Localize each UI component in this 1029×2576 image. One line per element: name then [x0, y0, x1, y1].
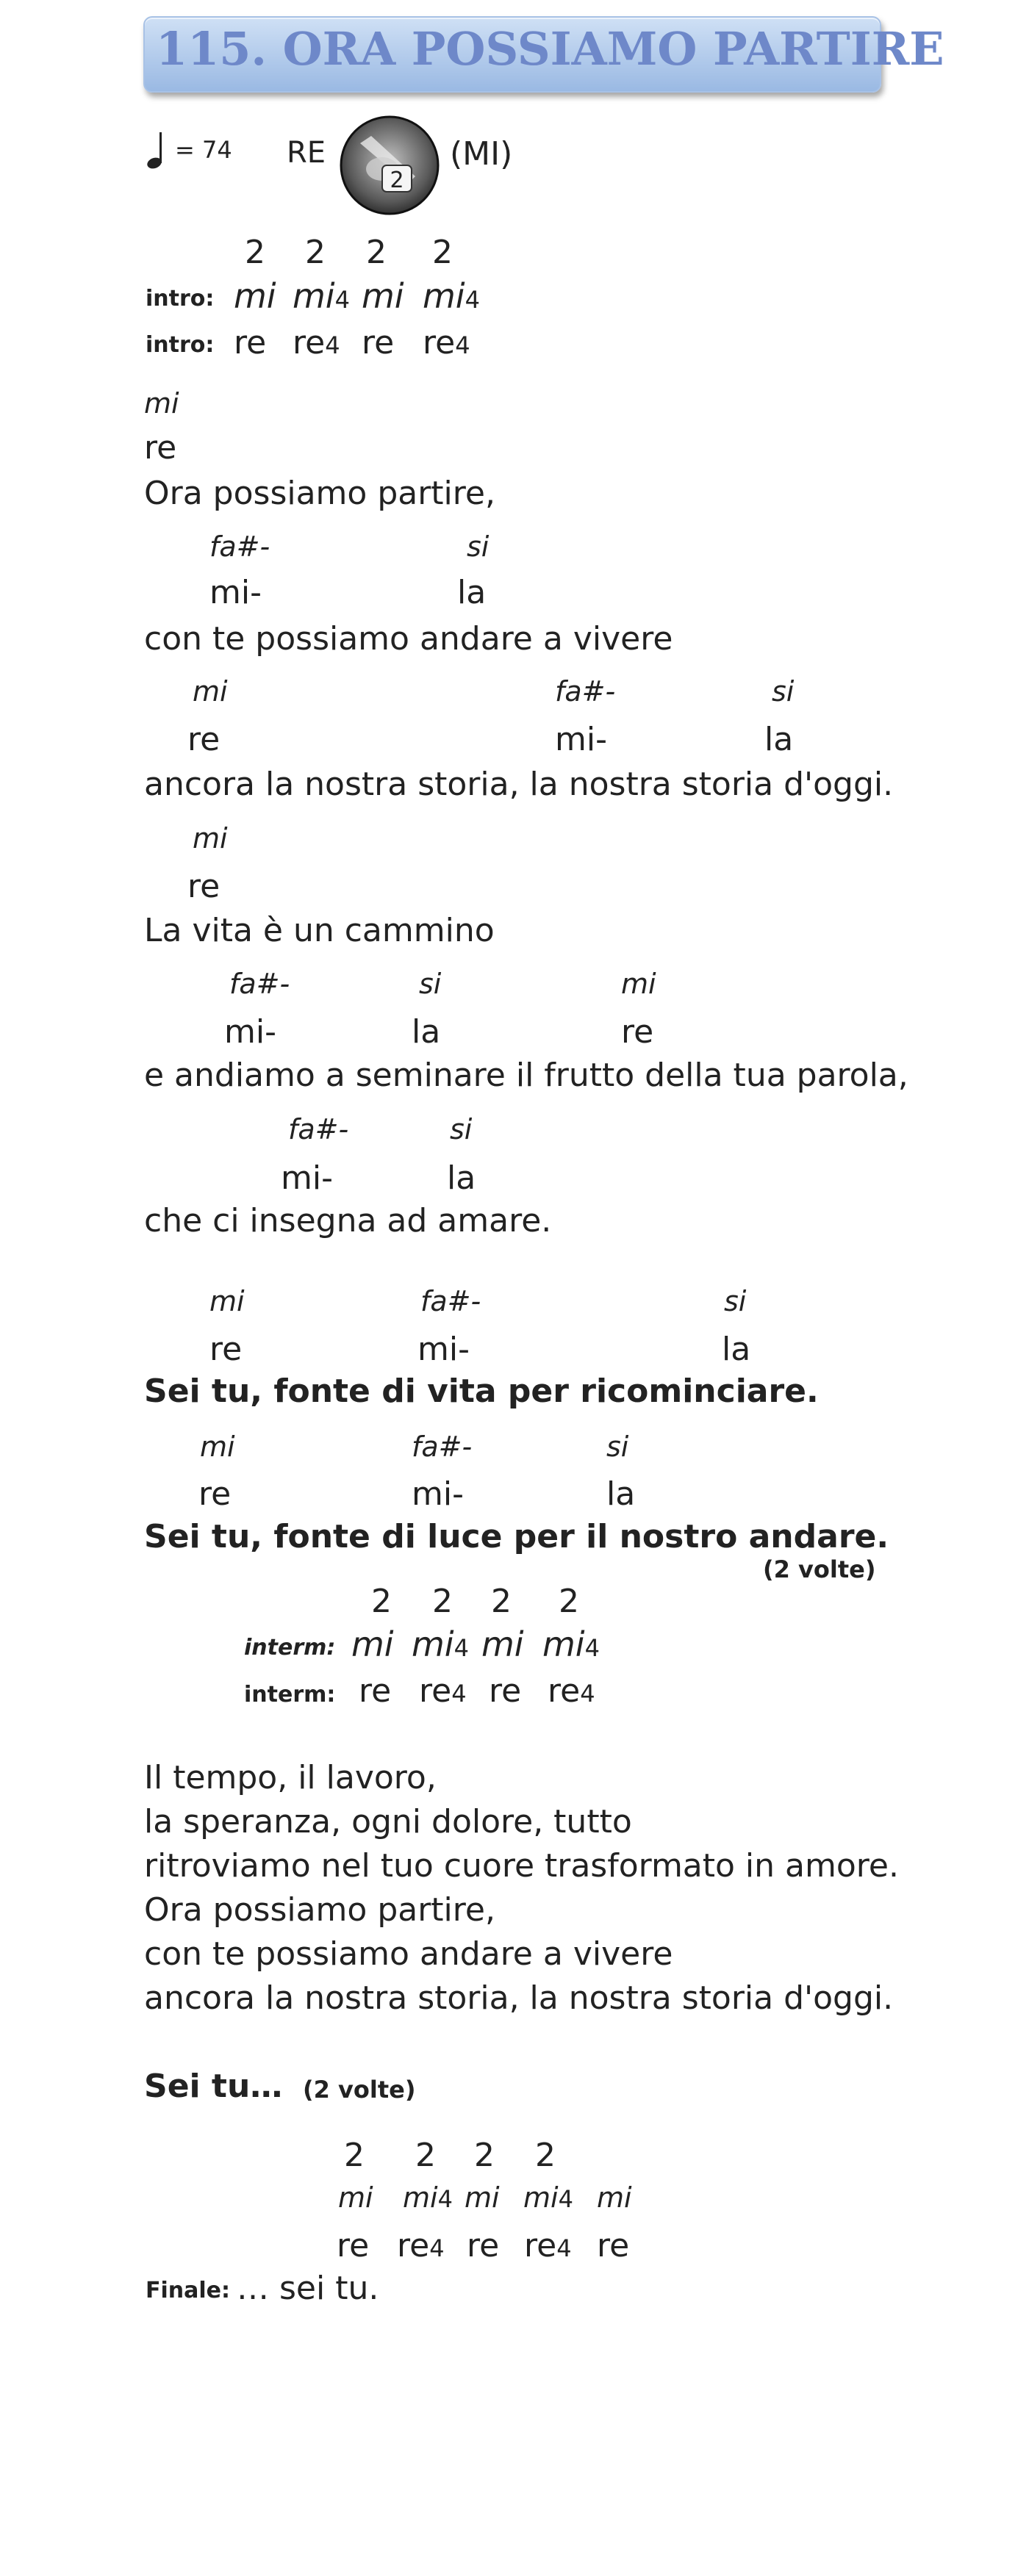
interlude-beat: 2	[491, 1583, 512, 1620]
chord-upper: fa#-	[288, 1113, 349, 1145]
chord-lower: mi-	[412, 1475, 464, 1513]
chord-lower: re	[187, 868, 220, 905]
chord-lower: re	[621, 1013, 654, 1051]
key-label: RE	[287, 136, 326, 170]
lyric-line: Il tempo, il lavoro,	[144, 1759, 437, 1796]
ending-chord: mi4	[403, 2181, 453, 2214]
chorus-line: Sei tu, fonte di luce per il nostro andare.	[144, 1518, 889, 1555]
song-title: 115. ORA POSSIAMO PARTIRE	[156, 22, 944, 76]
lyric-line: con te possiamo andare a vivere	[144, 620, 673, 658]
lyric-line: La vita è un cammino	[144, 912, 495, 949]
lyric-line: con te possiamo andare a vivere	[144, 1935, 673, 1973]
ending-beat: 2	[474, 2137, 495, 2174]
intro-beat: 2	[366, 234, 387, 271]
ending-beat: 2	[415, 2137, 436, 2174]
lyric-line: che ci insegna ad amare.	[144, 1202, 552, 1240]
chord-upper: si	[772, 675, 795, 708]
repeat-note: (2 volte)	[763, 1555, 876, 1583]
chord-lower: la	[412, 1013, 441, 1051]
interlude-beat: 2	[371, 1583, 392, 1620]
chord-upper: si	[606, 1431, 629, 1463]
chord-upper: si	[724, 1285, 747, 1317]
ending-chord: re4	[397, 2227, 445, 2264]
chord-upper: si	[450, 1113, 473, 1145]
interlude-chord: re	[489, 1672, 522, 1710]
lyric-line: ancora la nostra storia, la nostra storia d'oggi.	[144, 766, 894, 803]
chord-lower: mi-	[281, 1159, 333, 1197]
chord-lower: mi-	[417, 1331, 470, 1368]
lyric-line: Ora possiamo partire,	[144, 475, 495, 512]
chord-upper: fa#-	[420, 1285, 481, 1317]
chord-upper: si	[419, 968, 442, 1000]
finale-text: … sei tu.	[237, 2270, 379, 2307]
chord-upper: mi	[621, 968, 656, 1000]
chord-upper: fa#-	[209, 530, 270, 563]
ending-chord: mi	[597, 2181, 632, 2214]
intro-beat: 2	[245, 234, 265, 271]
chord-lower: mi-	[555, 721, 607, 758]
interlude-chord: re4	[419, 1672, 467, 1710]
ending-chord: re4	[524, 2227, 572, 2264]
intro-chord: re	[362, 324, 395, 361]
lyric-line: Ora possiamo partire,	[144, 1891, 495, 1929]
cd-track-number: 2	[390, 168, 404, 193]
chord-lower: la	[606, 1475, 636, 1513]
chord-lower: re	[209, 1331, 243, 1368]
intro-beat: 2	[305, 234, 326, 271]
intro-chord: re	[234, 324, 267, 361]
cd-guitar-icon	[338, 114, 441, 217]
interlude-label: interm:	[244, 1682, 336, 1708]
intro-label: intro:	[146, 286, 215, 312]
interlude-beat: 2	[432, 1583, 453, 1620]
interlude-chord: mi4	[542, 1625, 600, 1664]
chord-upper: fa#-	[229, 968, 290, 1000]
intro-chord: mi	[234, 276, 276, 316]
chord-lower: la	[722, 1331, 751, 1368]
chorus-reference: Sei tu…	[144, 2068, 283, 2105]
chord-lower: la	[764, 721, 794, 758]
intro-chord: mi4	[423, 276, 480, 316]
interlude-chord: re	[359, 1672, 392, 1710]
chord-upper: mi	[209, 1285, 245, 1317]
chord-lower: re	[144, 429, 177, 467]
interlude-chord: mi	[481, 1625, 524, 1664]
ending-beat: 2	[535, 2137, 556, 2174]
ending-chord: mi	[465, 2181, 500, 2214]
intro-beat: 2	[432, 234, 453, 271]
ending-chord: mi	[338, 2181, 373, 2214]
interlude-chord: mi	[351, 1625, 394, 1664]
repeat-note: (2 volte)	[303, 2076, 416, 2104]
interlude-label: interm:	[244, 1635, 336, 1661]
chord-lower: mi-	[224, 1013, 276, 1051]
chord-lower: re	[187, 721, 220, 758]
interlude-beat: 2	[559, 1583, 579, 1620]
quarter-note-icon	[146, 131, 175, 169]
chord-lower: re	[198, 1475, 232, 1513]
ending-beat: 2	[344, 2137, 365, 2174]
interlude-chord: re4	[548, 1672, 595, 1710]
chord-lower: la	[457, 574, 487, 611]
chord-upper: mi	[193, 675, 228, 708]
ending-chord: mi4	[523, 2181, 573, 2214]
intro-chord: re4	[293, 324, 340, 361]
lyric-line: e andiamo a seminare il frutto della tua parola,	[144, 1057, 908, 1094]
tempo-value: = 74	[175, 136, 232, 164]
chord-lower: la	[447, 1159, 476, 1197]
lyric-line: ritroviamo nel tuo cuore trasformato in amore.	[144, 1847, 899, 1885]
chord-upper: mi	[200, 1431, 235, 1463]
chord-upper: mi	[144, 387, 179, 420]
intro-chord: mi4	[293, 276, 350, 316]
finale-label: Finale:	[146, 2278, 231, 2303]
intro-chord: re4	[423, 324, 470, 361]
chord-upper: si	[467, 530, 490, 563]
ending-chord: re	[597, 2227, 630, 2264]
chord-upper: fa#-	[555, 675, 616, 708]
intro-label: intro:	[146, 332, 215, 358]
chorus-line: Sei tu, fonte di vita per ricominciare.	[144, 1372, 819, 1410]
lyric-line: ancora la nostra storia, la nostra storia d'oggi.	[144, 1979, 894, 2017]
interlude-chord: mi4	[412, 1625, 469, 1664]
chord-upper: mi	[193, 822, 228, 855]
lyric-line: la speranza, ogni dolore, tutto	[144, 1803, 632, 1841]
intro-chord: mi	[362, 276, 404, 316]
alt-key-label: (MI)	[450, 135, 513, 173]
chord-upper: fa#-	[412, 1431, 473, 1463]
ending-chord: re	[467, 2227, 500, 2264]
chord-lower: mi-	[209, 574, 262, 611]
ending-chord: re	[337, 2227, 370, 2264]
